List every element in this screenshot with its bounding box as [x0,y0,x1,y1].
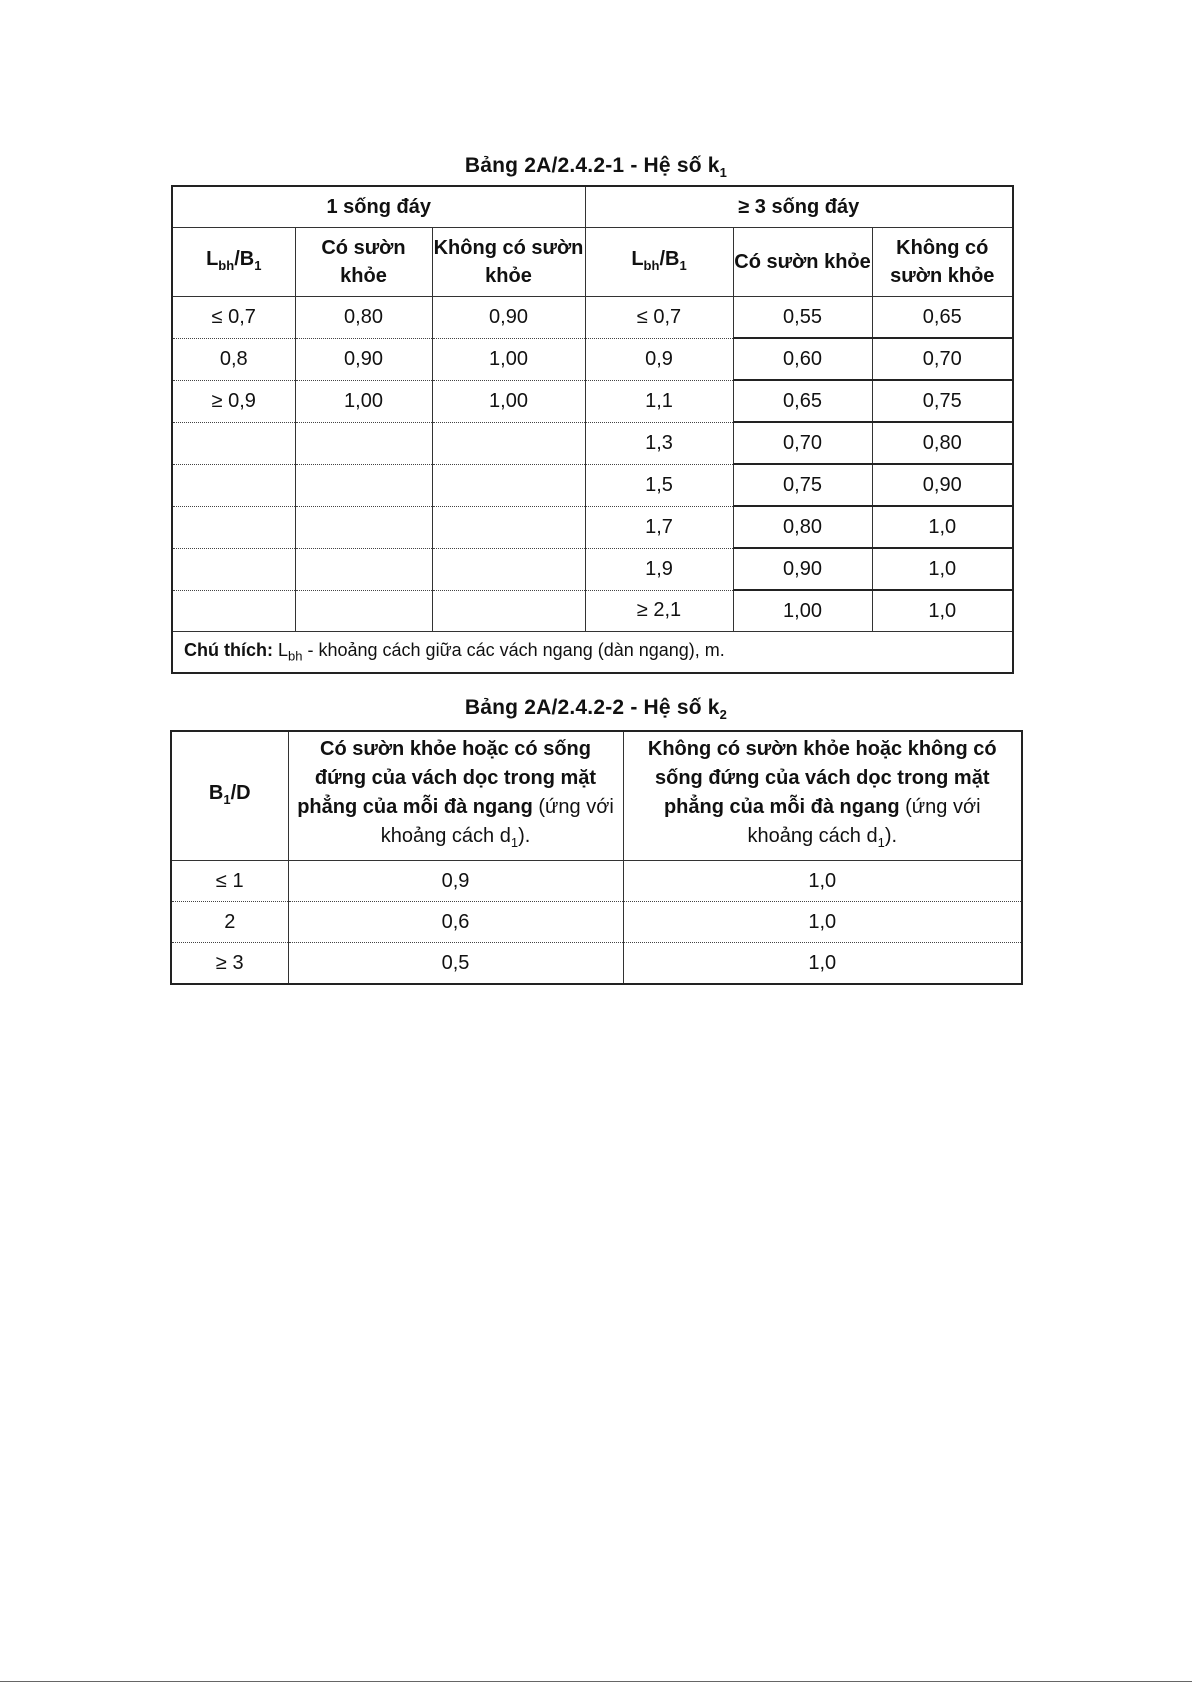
table-cell: 1,9 [585,548,733,590]
table-cell [172,548,295,590]
table-cell: 1,0 [623,902,1022,943]
table-cell [432,464,585,506]
table-row [172,338,1013,380]
table-cell: 2 [171,902,288,943]
table-cell: 0,65 [872,297,1013,339]
col-without-frame-or-stiffener: Không có sườn khỏe hoặc không có sống đứng của vách dọc trong mặt phẳng của mỗi đà ngang (ứng với khoảng cách $d_1$). [623,731,1022,861]
table-cell: 1,5 [585,464,733,506]
table-row [171,943,1022,985]
table-cell: 0,60 [733,338,872,380]
table-cell: 0,8 [172,338,295,380]
table-cell: 1,0 [872,548,1013,590]
table2-header-row [171,731,1022,861]
table-cell: ≤ 0,7 [585,297,733,339]
table-cell [295,590,432,632]
table-cell [295,506,432,548]
table-cell [295,422,432,464]
table-cell [432,590,585,632]
page-bottom-rule [0,1681,1192,1682]
table-cell: 1,0 [623,861,1022,902]
table-cell: 1,0 [872,506,1013,548]
table-cell [295,548,432,590]
table2-caption-text: Bảng 2A/2.4.2-2 - Hệ số k [464,696,720,719]
table-row [172,422,1013,464]
table1-caption [0,154,1192,180]
table-cell: 0,75 [733,464,872,506]
col-with-frame-right: Có sườn khỏe [733,228,872,297]
table-cell: ≥ 3 [171,943,288,985]
table-row [172,464,1013,506]
table-cell [432,422,585,464]
group-header-row [172,186,1013,228]
col-with-frame-or-stiffener: Có sườn khỏe hoặc có sống đứng của vách dọc trong mặt phẳng của mỗi đà ngang (ứng với khoảng cách $d_1$). [288,731,623,861]
table-cell [295,464,432,506]
table-cell: 0,90 [733,548,872,590]
col-b1-d: $B_1/D$ [171,731,288,861]
table1-note: Chú thích: $L_{bh}$ - khoảng cách giữa các vách ngang (dàn ngang), m. [172,632,1013,674]
table-cell: 0,90 [872,464,1013,506]
table-cell: 1,1 [585,380,733,422]
table-row [172,380,1013,422]
table-cell: 0,80 [733,506,872,548]
group-one-keel: 1 sống đáy [172,186,585,228]
table-cell: 0,6 [288,902,623,943]
table-cell: ≥ 2,1 [585,590,733,632]
table-cell [432,506,585,548]
col-without-frame-right: Không có sườn khỏe [872,228,1013,297]
table-cell [172,464,295,506]
table-cell: ≤ 1 [171,861,288,902]
table-cell: 0,55 [733,297,872,339]
table-cell: 0,65 [733,380,872,422]
table-cell: 0,75 [872,380,1013,422]
table2-caption-sub: 2 [719,707,728,723]
table-cell: 1,0 [623,943,1022,985]
table-cell [172,590,295,632]
table-cell [172,422,295,464]
table2-caption [0,696,1192,722]
table-cell: 0,5 [288,943,623,985]
table1-caption-sub: 1 [719,165,728,181]
col-with-frame-left: Có sườn khỏe [295,228,432,297]
table-cell: 1,00 [432,380,585,422]
table-cell: 0,90 [295,338,432,380]
table-cell: 0,9 [585,338,733,380]
table-cell: 1,00 [733,590,872,632]
table-cell: 0,90 [432,297,585,339]
table-row [172,590,1013,632]
group-three-keel: ≥ 3 sống đáy [585,186,1013,228]
table-cell [172,506,295,548]
table-cell: 0,70 [872,338,1013,380]
table-cell: 0,9 [288,861,623,902]
table-row [171,861,1022,902]
table1-note-row [172,632,1013,674]
table1-caption-text: Bảng 2A/2.4.2-1 - Hệ số k [464,154,720,177]
table-cell: ≥ 0,9 [172,380,295,422]
table-cell: 1,0 [872,590,1013,632]
table-row [172,548,1013,590]
table-cell: 0,80 [872,422,1013,464]
table-cell: 1,7 [585,506,733,548]
column-header-row [172,228,1013,297]
col-ratio-right: $L_{bh}/B_1$ [585,228,733,297]
table-cell: 1,00 [432,338,585,380]
coefficient-k2-table [170,730,1023,985]
col-without-frame-left: Không có sườn khỏe [432,228,585,297]
coefficient-k1-table [171,185,1014,674]
table-cell: 0,80 [295,297,432,339]
table-row [172,297,1013,339]
table-row [171,902,1022,943]
col-ratio-left: $L_{bh}/B_1$ [172,228,295,297]
table-row [172,506,1013,548]
table-cell: 1,00 [295,380,432,422]
table-cell: 0,70 [733,422,872,464]
table-cell: 1,3 [585,422,733,464]
table-cell [432,548,585,590]
table-cell: ≤ 0,7 [172,297,295,339]
